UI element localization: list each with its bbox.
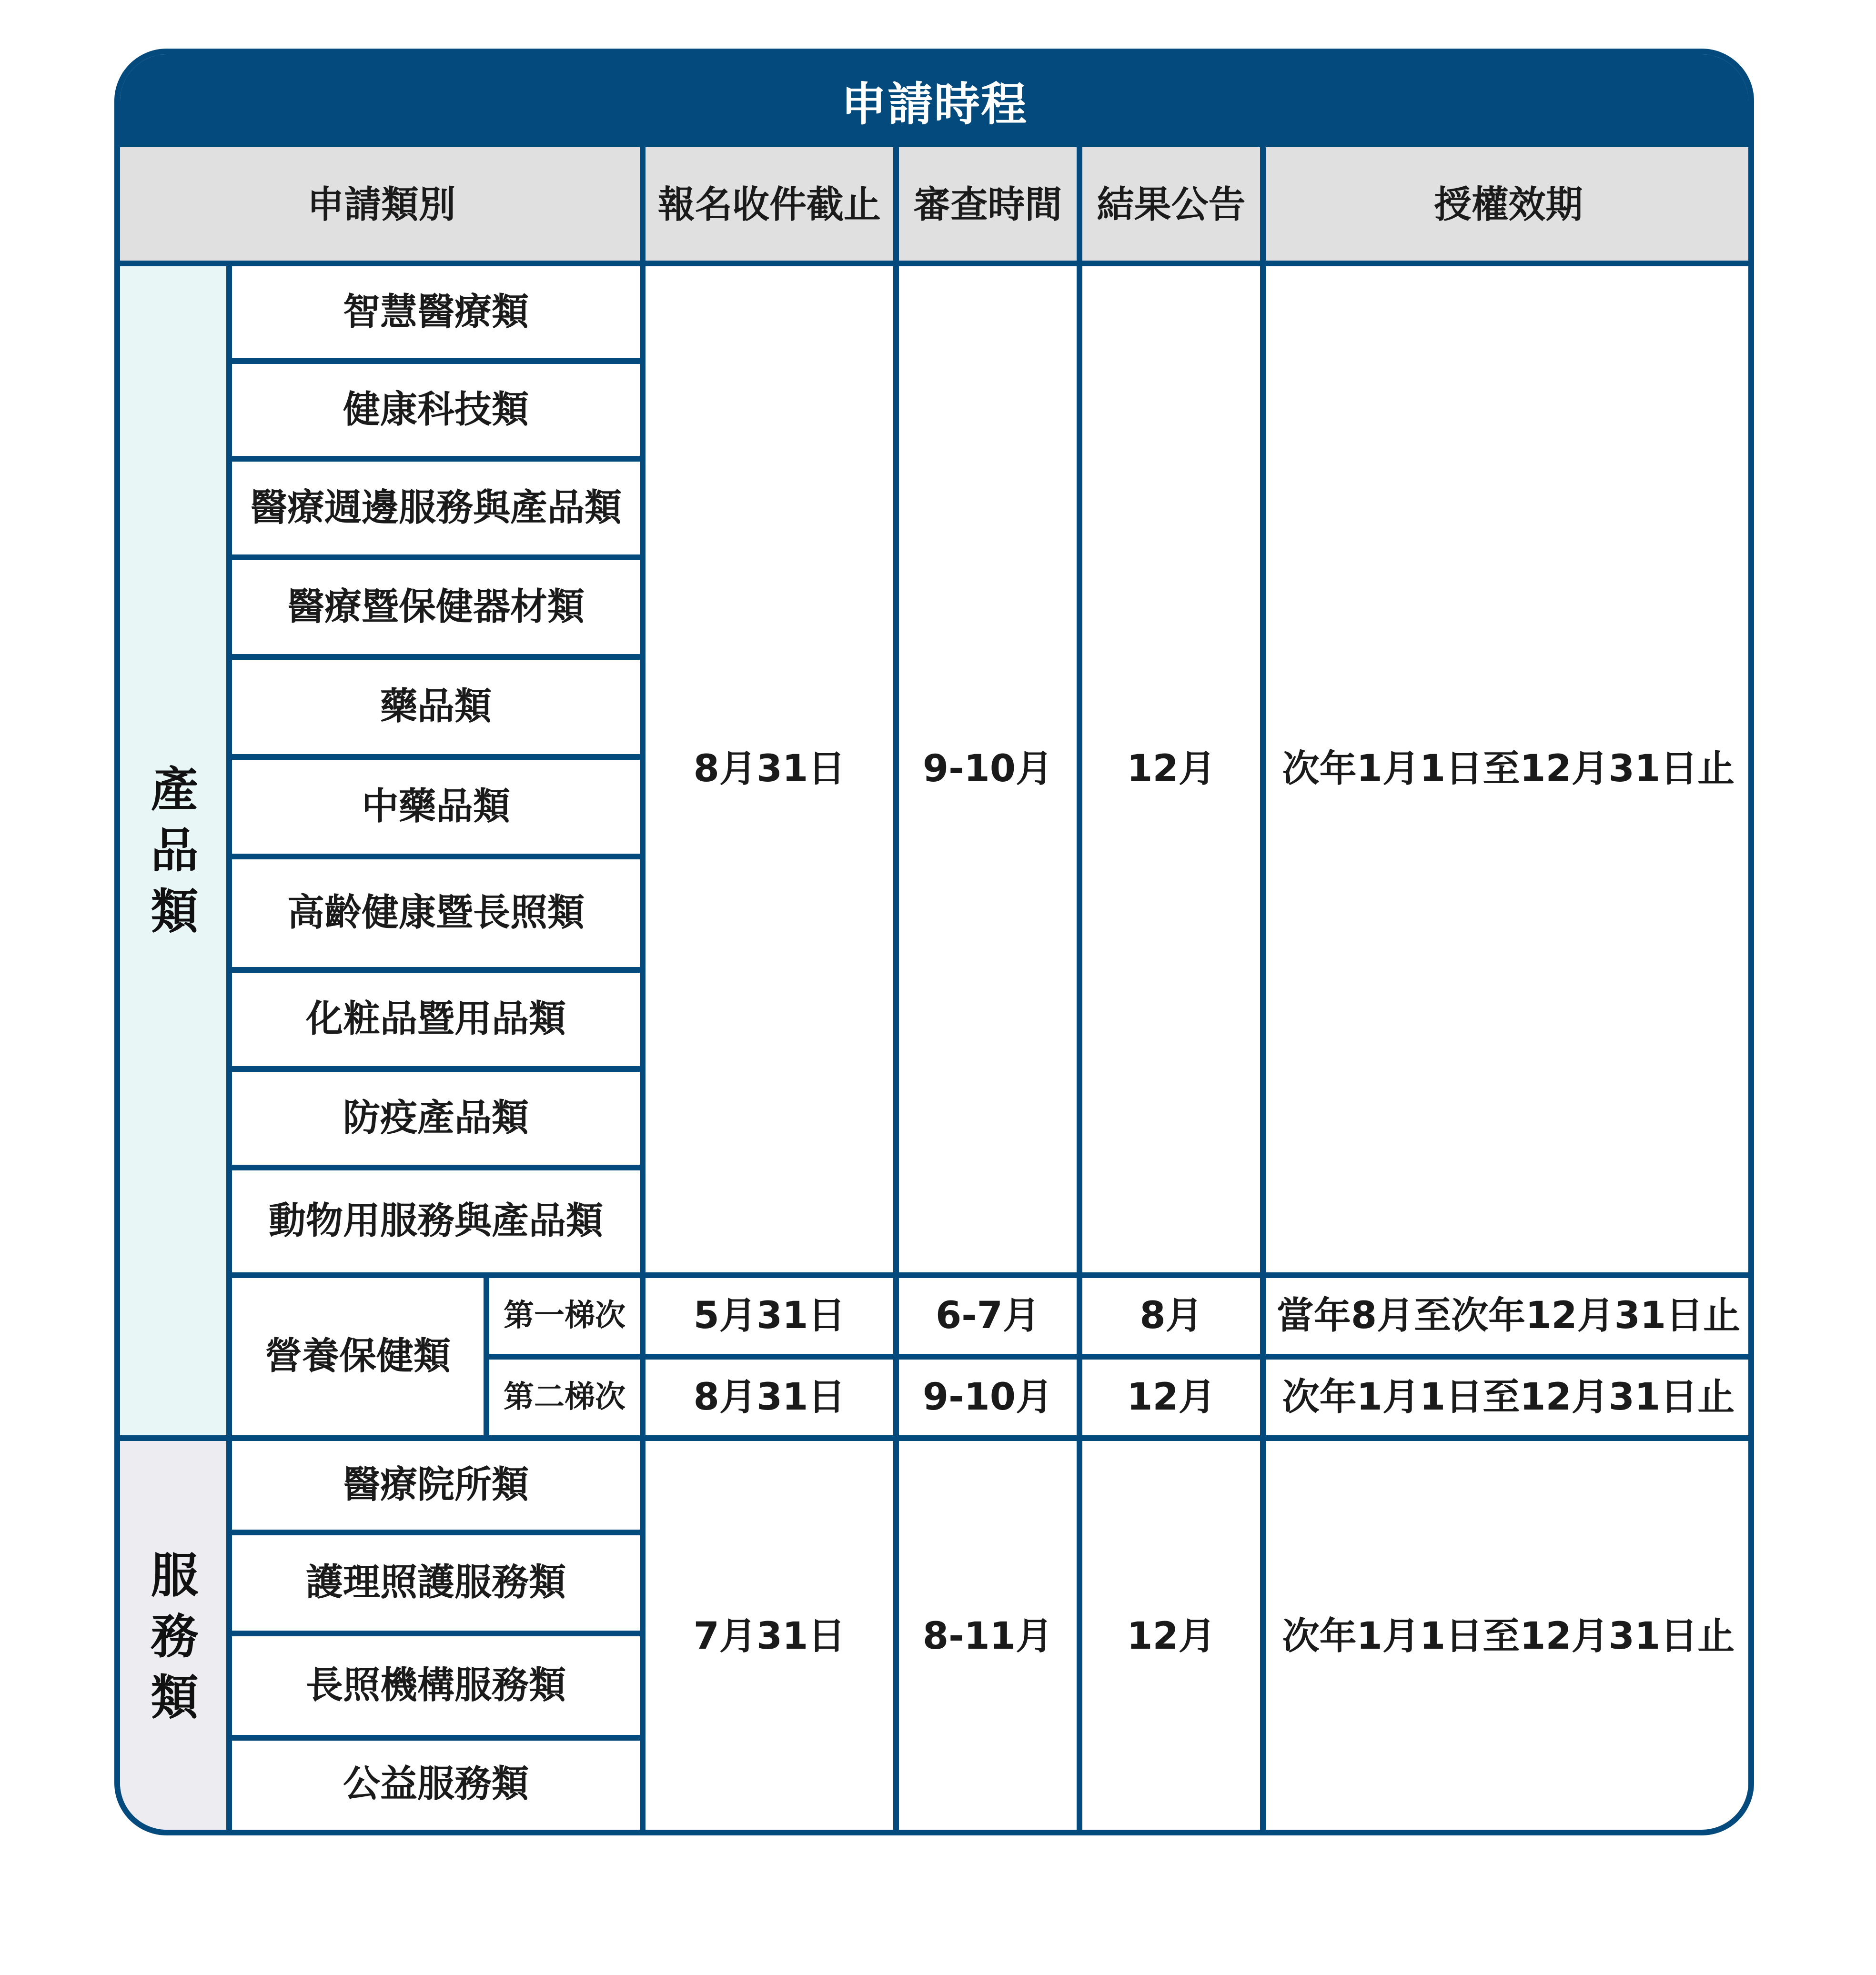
nutrition-round-2-review: 9-10月 [922,1375,1053,1419]
grid-line [229,1165,643,1170]
product-group-label: 產 品 類 [120,263,229,1438]
nutrition-round-1-deadline: 5月31日 [693,1294,846,1337]
grid-line [229,1530,643,1535]
product-item: 中藥品類 [361,785,510,828]
grid-line [120,261,1754,266]
product-item: 醫療週邊服務與產品類 [250,486,622,529]
grid-line [229,456,643,462]
product-validity: 次年1月1日至12月31日止 [1282,747,1735,791]
product-item: 化粧品暨用品類 [305,998,566,1041]
service-group-label: 服 務 類 [120,1438,229,1835]
service-announce: 12月 [1127,1615,1216,1658]
grid-line [1077,147,1082,1835]
grid-line [229,754,643,760]
grid-line [229,854,643,859]
header-review: 審查時間 [896,147,1079,263]
nutrition-round-2-announce: 12月 [1127,1375,1216,1419]
product-review: 9-10月 [922,747,1053,791]
grid-line [1260,147,1266,1835]
table-title: 申請時程 [120,54,1748,147]
grid-line [229,967,643,973]
nutrition-round-2-validity: 次年1月1日至12月31日止 [1282,1375,1735,1419]
product-announce: 12月 [1127,747,1216,791]
service-item: 醫療院所類 [343,1463,529,1507]
grid-line [120,1435,1754,1441]
grid-line [229,358,643,364]
service-item: 公益服務類 [343,1762,529,1805]
service-validity: 次年1月1日至12月31日止 [1282,1615,1735,1658]
nutrition-round-1-validity: 當年8月至次年12月31日止 [1276,1294,1741,1337]
grid-line [640,147,646,1835]
product-item: 醫療暨保健器材類 [287,585,585,628]
product-deadline: 8月31日 [693,747,846,791]
product-item: 藥品類 [380,685,492,728]
nutrition-round-1-name: 第一梯次 [504,1298,625,1333]
grid-line [486,1354,1754,1360]
header-category: 申請類別 [120,147,643,263]
grid-line [893,147,899,1835]
service-item: 長照機構服務類 [305,1663,566,1707]
nutrition-round-1-review: 6-7月 [936,1294,1040,1337]
product-item: 健康科技類 [343,388,529,431]
nutrition-round-2-deadline: 8月31日 [693,1375,846,1419]
service-deadline: 7月31日 [693,1615,846,1658]
grid-line [229,654,643,660]
nutrition-round-2-name: 第二梯次 [504,1379,625,1415]
grid-line [229,1272,1754,1278]
nutrition-round-1-announce: 8月 [1140,1294,1203,1337]
grid-line [229,1631,643,1636]
product-item: 智慧醫療類 [343,290,529,333]
header-validity: 授權效期 [1263,147,1754,263]
header-announce: 結果公告 [1079,147,1263,263]
product-item: 動物用服務與產品類 [268,1199,603,1243]
schedule-table [114,49,1754,1835]
service-item: 護理照護服務類 [305,1561,566,1604]
header-deadline: 報名收件截止 [643,147,896,263]
product-item: 高齡健康暨長照類 [287,891,585,935]
nutrition-label: 營養保健類 [264,1335,451,1378]
grid-line [229,1735,643,1741]
product-item: 防疫產品類 [343,1096,529,1139]
grid-line [229,554,643,560]
grid-line [229,1066,643,1072]
grid-line [226,263,232,1835]
service-review: 8-11月 [922,1615,1053,1658]
